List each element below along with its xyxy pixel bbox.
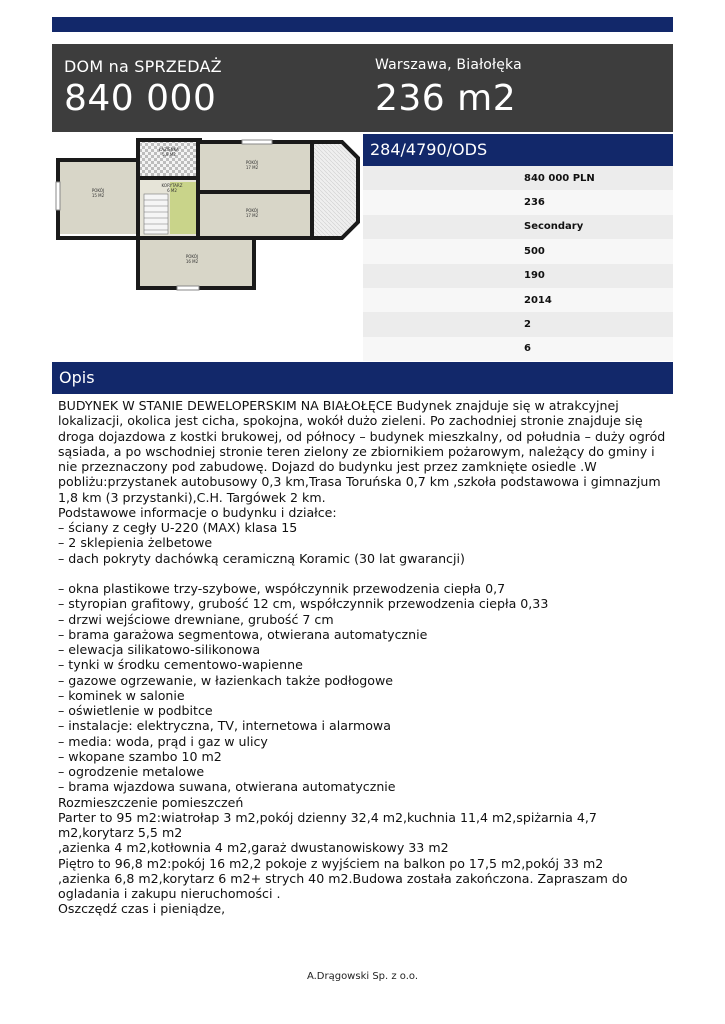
room-label-corridor: KORYTARZ	[161, 183, 183, 188]
description-heading: Opis	[52, 362, 673, 394]
floor-plan-drawing	[52, 134, 362, 360]
reference-number: 284/4790/ODS	[363, 134, 673, 166]
detail-year: 2014	[363, 288, 673, 312]
room-area-room-3: 17 M2	[245, 213, 259, 218]
room-area-corridor: 6 M2	[167, 188, 177, 193]
footer-company: A.Drągowski Sp. z o.o.	[306, 971, 419, 982]
top-accent-bar	[52, 17, 673, 32]
room-label-bathroom: ŁAZIENKA	[159, 147, 179, 152]
detail-value-7: 2	[363, 312, 673, 336]
room-area-room-2: 15 M2	[91, 193, 105, 198]
floor-plan-image	[52, 134, 362, 360]
header-price-panel	[52, 44, 363, 132]
room-area-room-1: 17 M2	[245, 165, 259, 170]
detail-value-5: 190	[363, 264, 673, 288]
room-label-room-1: POKÓJ	[245, 160, 259, 165]
area-value: 236 m2	[375, 78, 517, 119]
details-table	[363, 166, 673, 361]
detail-value-8: 6	[363, 337, 673, 361]
detail-market: Secondary	[363, 215, 673, 239]
detail-price: 840 000 PLN	[363, 166, 673, 190]
room-label-room-2: POKÓJ	[91, 188, 105, 193]
property-type-label: DOM na SPRZEDAŻ	[64, 57, 222, 76]
room-area-bathroom: 5,8 M2	[162, 152, 176, 157]
location-label: Warszawa, Białołęka	[375, 57, 522, 73]
detail-area: 236	[363, 190, 673, 214]
room-label-room-4: POKÓJ	[185, 254, 199, 259]
detail-value-4: 500	[363, 239, 673, 263]
room-area-room-4: 16 M2	[185, 259, 199, 264]
price-value: 840 000	[64, 78, 217, 119]
header-location-panel	[363, 44, 673, 132]
description-text: BUDYNEK W STANIE DEWELOPERSKIM NA BIAŁOŁĘCE Budynek znajduje się w atrakcyjnej lokalizacji, okolica jest cicha, spokojna, wokół dużo zieleni. Po zachodniej stronie znajduje się droga dojazdowa z kostki brukowej, od północy – budynek mieszkalny, od południa – duży ogród sąsiada, a po wschodniej stronie teren zielony ze zbiornikiem pożarowym, należący do gminy i nie przeznaczony pod zabudowę. Dojazd do budynku jest przez zamknięte osiedle .W pobliżu:przystanek autobusowy 0,3 km,Trasa Toruńska 0,7 km ,szkoła podstawowa i gimnazjum 1,8 km (3 przystanki),C.H. Targówek 2 km. Podstawowe informacje o budynku i działce: – ściany z cegły U-220 (MAX) klasa 15 – 2 sklepienia żelbetowe – dach pokryty dachówką ceramiczną Koramic (30 lat gwarancji) – okna plastikowe trzy-szybowe, współczynnik przewodzenia ciepła 0,7 – styropian grafitowy, grubość 12 cm, współczynnik przewodzenia ciepła 0,33 – drzwi wejściowe drewniane, grubość 7 cm – brama garażowa segmentowa, otwierana automatycznie – elewacja silikatowo-silikonowa – tynki w środku cementowo-wapienne – gazowe ogrzewanie, w łazienkach także podłogowe – kominek w salonie – oświetlenie w podbitce – instalacje: elektryczna, TV, internetowa i alarmowa – media: woda, prąd i gaz w ulicy – wkopane szambo 10 m2 – ogrodzenie metalowe – brama wjazdowa suwana, otwierana automatycznie Rozmieszczenie pomieszczeń Parter to 95 m2:wiatrołap 3 m2,pokój dzienny 32,4 m2,kuchnia 11,4 m2,spiżarnia 4,7 m2,korytarz 5,5 m2 ,azienka 4 m2,kotłownia 4 m2,garaż dwustanowiskowy 33 m2 Piętro to 96,8 m2:pokój 16 m2,2 pokoje z wyjściem na balkon po 17,5 m2,pokój 33 m2 ,azienka 6,8 m2,korytarz 6 m2+ strych 40 m2.Budowa została zakończona. Zapraszam do ogladania i zakupu nieruchomości . Oszczędź czas i pieniądze,	[58, 398, 666, 917]
room-label-room-3: POKÓJ	[245, 208, 259, 213]
